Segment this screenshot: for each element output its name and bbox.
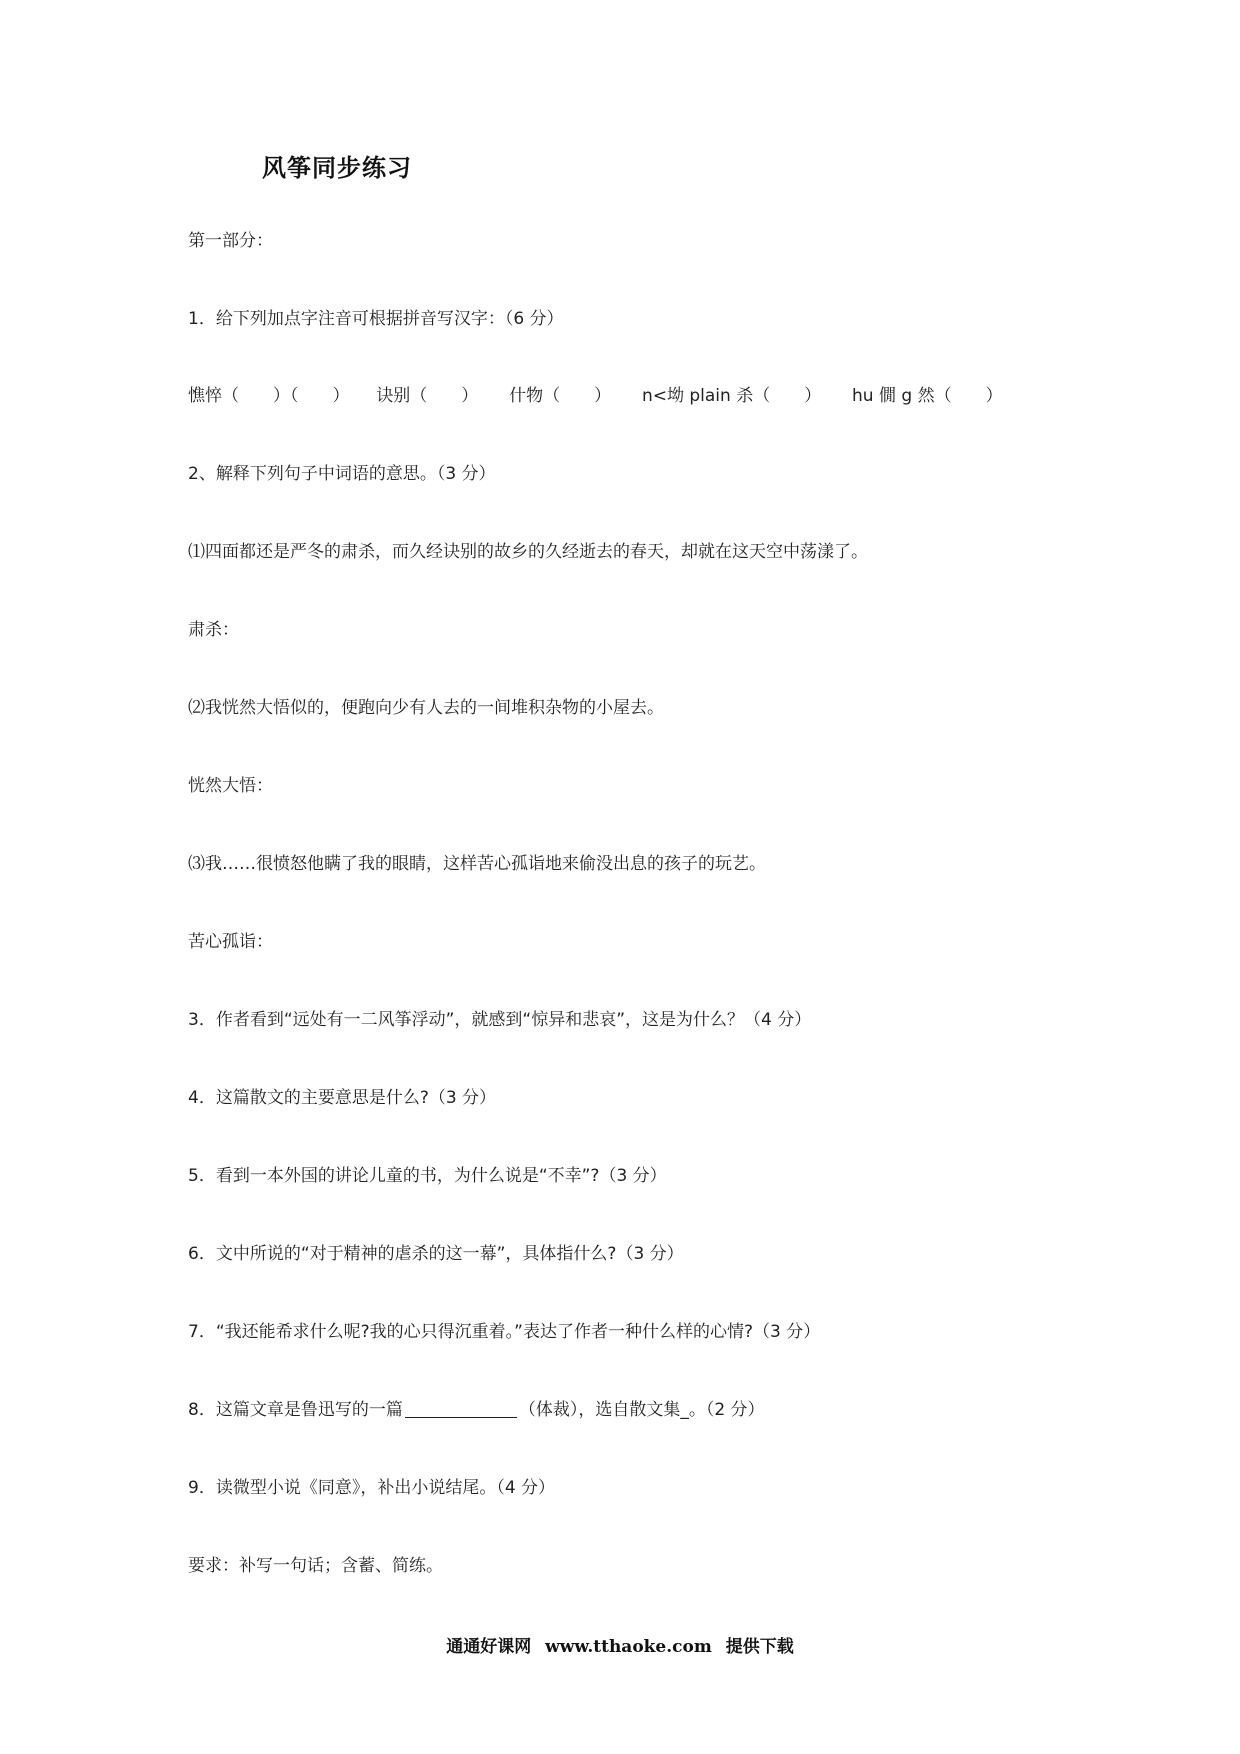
q2-sentence-3: ⑶我……很愤怒他瞒了我的眼睛，这样苦心孤诣地来偷没出息的孩子的玩艺。 — [188, 854, 766, 874]
footer-site: 通通好课网 — [446, 1637, 532, 1657]
page-title: 风筝同步练习 — [262, 153, 412, 182]
q1-item-c: 什物（ ） — [509, 386, 612, 406]
q8-suffix: （体裁），选自散文集_。（2 分） — [518, 1400, 765, 1420]
q2-answer-1: 肃杀： — [188, 620, 239, 640]
q1-item-e: hu 僩 g 然（ ） — [852, 386, 1003, 406]
question-5: 5．看到一本外国的讲论儿童的书，为什么说是“不幸”?（3 分） — [188, 1166, 667, 1186]
question-9: 9．读微型小说《同意》，补出小说结尾。（4 分） — [188, 1478, 556, 1498]
footer — [0, 1632, 1240, 1657]
question-8 — [188, 1395, 765, 1420]
question-4: 4．这篇散文的主要意思是什么?（3 分） — [188, 1088, 497, 1108]
q2-answer-3: 苦心孤诣： — [188, 932, 273, 952]
q1-item-d: n<坳 plain 杀（ ） — [641, 386, 822, 406]
requirement: 要求：补写一句话；含蓄、简练。 — [188, 1556, 443, 1576]
footer-note: 提供下载 — [725, 1637, 794, 1657]
question-1: 1．给下列加点字注音可根据拼音写汉字：（6 分） — [188, 309, 564, 329]
q8-fill-blank — [405, 1399, 517, 1418]
q2-sentence-1: ⑴四面都还是严冬的肃杀，而久经诀别的故乡的久经逝去的春天，却就在这天空中荡漾了。 — [188, 542, 868, 562]
q1-item-a: 憔悴（ ）（ ） — [188, 386, 350, 406]
question-7: 7．“我还能希求什么呢?我的心只得沉重着。”表达了作者一种什么样的心情?（3 分） — [188, 1322, 821, 1342]
section-heading: 第一部分： — [188, 231, 273, 251]
footer-url[interactable]: www.tthaoke.com — [545, 1637, 712, 1657]
q2-answer-2: 恍然大悟： — [188, 776, 273, 796]
q2-sentence-2: ⑵我恍然大悟似的，便跑向少有人去的一间堆积杂物的小屋去。 — [188, 698, 664, 718]
question-1-items — [188, 381, 1003, 406]
q1-item-b: 诀别（ ） — [376, 386, 479, 406]
question-3: 3．作者看到“远处有一二风筝浮动”，就感到“惊异和悲哀”，这是为什么？（4 分） — [188, 1010, 812, 1030]
question-6: 6．文中所说的“对于精神的虐杀的这一幕”，具体指什么?（3 分） — [188, 1244, 684, 1264]
question-2: 2、解释下列句子中词语的意思。（3 分） — [188, 464, 496, 484]
q8-prefix: 8．这篇文章是鲁迅写的一篇 — [188, 1400, 403, 1420]
